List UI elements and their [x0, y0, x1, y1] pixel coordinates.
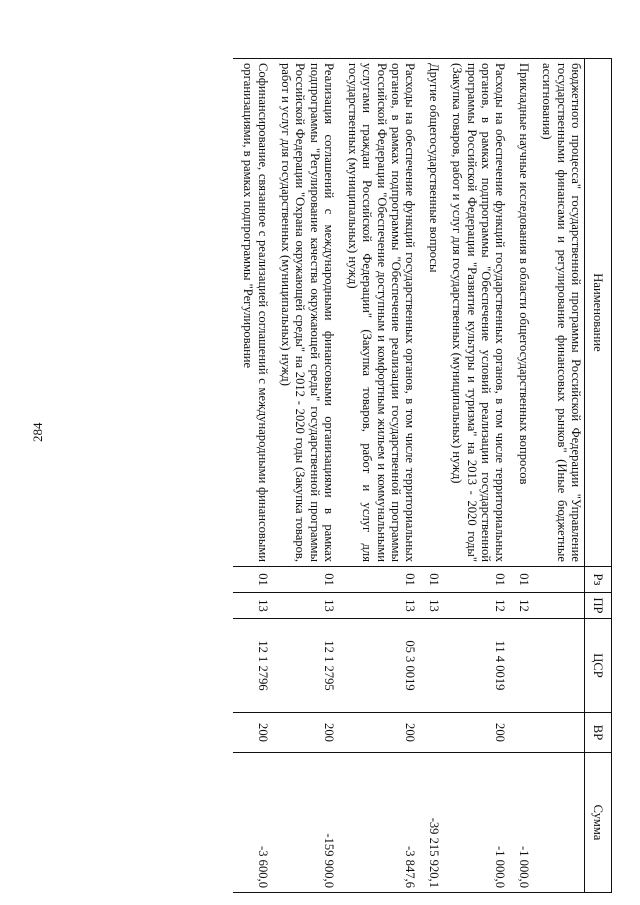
row-csr: 12 1 2795: [271, 619, 338, 713]
column-header-pr: ПР: [585, 593, 612, 619]
row-sum: -159 900,0: [271, 753, 338, 893]
row-sum: -1 000,0: [442, 753, 509, 893]
row-csr: [532, 619, 585, 713]
table-row: [418, 59, 441, 893]
row-rz: [532, 567, 585, 593]
row-sum: -1 000,0: [508, 753, 531, 893]
row-name: Прикладные научные исследования в области общегосударственных вопросов: [508, 59, 531, 567]
document-body: [98, 58, 612, 892]
row-pr: 13: [233, 593, 271, 619]
row-name: Софинансирование, связанное с реализацией соглашений с международными финансовыми организациями, в рамках подпрограммы "Регулирование: [233, 59, 271, 567]
row-name: бюджетного процесса" государственной программы Российской Федерации "Управление государственными финансами и регулирование финансовых рынков" (Иные бюджетные ассигнования): [532, 59, 585, 567]
row-vr: 200: [442, 713, 509, 753]
row-csr: 11 4 0019: [442, 619, 509, 713]
column-header-csr: ЦСР: [585, 619, 612, 713]
table-row: [508, 59, 531, 893]
row-vr: 200: [233, 713, 271, 753]
row-rz: 01: [418, 567, 441, 593]
row-rz: 01: [233, 567, 271, 593]
table-row: [337, 59, 418, 893]
row-pr: 13: [271, 593, 338, 619]
row-rz: 01: [442, 567, 509, 593]
row-rz: 01: [508, 567, 531, 593]
column-header-rz: Рз: [585, 567, 612, 593]
table-header-row: [585, 59, 612, 893]
page-number: 284: [30, 422, 45, 442]
row-sum: -3 600,0: [233, 753, 271, 893]
row-csr: [508, 619, 531, 713]
row-csr: 12 1 2796: [233, 619, 271, 713]
table-row: [271, 59, 338, 893]
row-sum: -39 215 920,1: [418, 753, 441, 893]
row-sum: -3 847,6: [337, 753, 418, 893]
row-rz: 01: [271, 567, 338, 593]
row-csr: 05 3 0019: [337, 619, 418, 713]
row-rz: 01: [337, 567, 418, 593]
row-pr: 13: [418, 593, 441, 619]
row-name: Расходы на обеспечение функций государственных органов, в том числе территориальных органов, в рамках подпрограммы "Обеспечение условий реализации государственной программы Российской Федерации "Развитие культуры и туризма" на 2013 - 2020 годы" (Закупка товаров, работ и услуг для государственных (муниципальных) нужд): [442, 59, 509, 567]
row-name: Другие общегосударственные вопросы: [418, 59, 441, 567]
row-name: Реализация соглашений с международными финансовыми организациями в рамках подпрограммы "Регулирование качества окружающей среды" государственной программы Российской Федерации "Охрана окружающей среды" на 2012 - 2020 годы (Закупка товаров, работ и услуг для государственных (муниципальных) нужд): [271, 59, 338, 567]
row-vr: [508, 713, 531, 753]
row-pr: 12: [508, 593, 531, 619]
column-header-sum: Сумма: [585, 753, 612, 893]
budget-table: [233, 58, 612, 893]
row-vr: [418, 713, 441, 753]
row-vr: 200: [337, 713, 418, 753]
column-header-name: Наименование: [585, 59, 612, 567]
row-name: Расходы на обеспечение функций государственных органов, в том числе территориальных органов, в рамках подпрограммы "Обеспечение реализации государственной программы Российской Федерации "Обеспечение доступным и комфортным жильем и коммунальными услугами граждан Российской Федерации" (Закупка товаров, работ и услуг для государственных (муниципальных) нужд): [337, 59, 418, 567]
column-header-vr: ВР: [585, 713, 612, 753]
row-csr: [418, 619, 441, 713]
row-vr: 200: [271, 713, 338, 753]
row-pr: 13: [337, 593, 418, 619]
row-sum: [532, 753, 585, 893]
table-row: [233, 59, 271, 893]
row-pr: [532, 593, 585, 619]
row-pr: 12: [442, 593, 509, 619]
table-row: [532, 59, 585, 893]
row-vr: [532, 713, 585, 753]
table-row: [442, 59, 509, 893]
